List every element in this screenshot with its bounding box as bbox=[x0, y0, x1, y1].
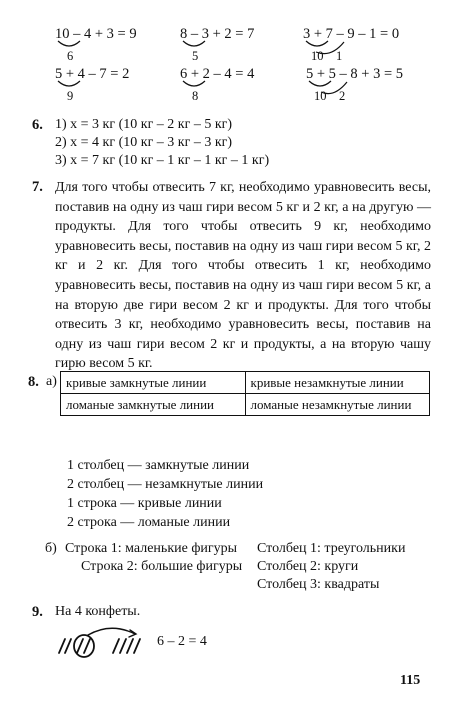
row-1: Строка 1: маленькие фигуры bbox=[65, 541, 238, 556]
col-3: Столбец 3: квадраты bbox=[257, 577, 380, 592]
equation-3-subresult-b: 1 bbox=[336, 49, 343, 63]
note-3: 1 строка — кривые линии bbox=[67, 496, 222, 511]
equation-6-subresult-a: 10 bbox=[314, 89, 327, 103]
equation-5-subresult: 8 bbox=[192, 89, 199, 103]
row-2: Строка 2: большие фигуры bbox=[81, 559, 243, 574]
exercise-7-number: 7. bbox=[32, 179, 43, 195]
equation-3: 3 + 7 – 9 – 1 = 0 bbox=[303, 26, 400, 42]
equation-1-subresult: 6 bbox=[67, 49, 74, 63]
equation-4: 5 + 4 – 7 = 2 bbox=[55, 66, 130, 82]
table-cell: кривые незамкнутые линии bbox=[245, 372, 430, 394]
equation-5: 6 + 2 – 4 = 4 bbox=[180, 66, 255, 82]
exercise-9-number: 9. bbox=[32, 604, 43, 620]
exercise-6-line-3: 3) x = 7 кг (10 кг – 1 кг – 1 кг – 1 кг) bbox=[55, 153, 270, 168]
exercise-6-line-1: 1) x = 3 кг (10 кг – 2 кг – 5 кг) bbox=[55, 117, 233, 132]
exercise-9-equation: 6 – 2 = 4 bbox=[157, 634, 207, 649]
exercise-8-number: 8. bbox=[28, 374, 39, 390]
grouping-arcs bbox=[0, 0, 456, 120]
note-4: 2 строка — ломаные линии bbox=[67, 515, 231, 530]
equation-6-subresult-b: 2 bbox=[339, 89, 346, 103]
table-cell: ломаные замкнутые линии bbox=[61, 394, 246, 416]
note-1: 1 столбец — замкнутые линии bbox=[67, 458, 250, 473]
page-number: 115 bbox=[400, 673, 421, 688]
note-2: 2 столбец — незамкнутые линии bbox=[67, 477, 264, 492]
exercise-6-line-2: 2) x = 4 кг (10 кг – 3 кг – 3 кг) bbox=[55, 135, 233, 150]
equation-3-subresult-a: 10 bbox=[311, 49, 324, 63]
equation-2-subresult: 5 bbox=[192, 49, 199, 63]
equation-6: 5 + 5 – 8 + 3 = 5 bbox=[306, 66, 404, 82]
exercise-7-text: Для того чтобы отвесить 7 кг, необходимо уравновесить весы, поставив на одну из чаш гири весом 5 кг и 2 кг, а на другую — продукты. Для того чтобы отвесить 9 кг, необходимо уравновесить весы, поставив на одну из чаш гири весом 5 кг, 2 кг и 2 кг. Для того чтобы отвесить 1 кг, необходимо уравновесить весы, поставив на одну из чаш гири весом 5 кг, а на вторую две гири весом 2 кг и продукты. Для того чтобы отвесить 3 кг, необходимо уравновесить весы, поставив на одну из чаш гири весом 2 кг и продукты, а на вторую чашу гирю весом 5 кг. bbox=[55, 180, 431, 372]
exercise-8-part-b: б) bbox=[45, 541, 57, 556]
exercise-9-text: На 4 конфеты. bbox=[55, 604, 141, 619]
candy-tally-drawing bbox=[55, 624, 165, 660]
equation-2: 8 – 3 + 2 = 7 bbox=[180, 26, 255, 42]
exercise-6-number: 6. bbox=[32, 117, 43, 133]
lines-table bbox=[60, 371, 430, 416]
col-1: Столбец 1: треугольники bbox=[257, 541, 406, 556]
col-2: Столбец 2: круги bbox=[257, 559, 359, 574]
table-cell: ломаные незамкнутые линии bbox=[245, 394, 430, 416]
table-cell: кривые замкнутые линии bbox=[61, 372, 246, 394]
equation-4-subresult: 9 bbox=[67, 89, 74, 103]
exercise-8-part-a: а) bbox=[46, 374, 57, 389]
equation-1: 10 – 4 + 3 = 9 bbox=[55, 26, 137, 42]
